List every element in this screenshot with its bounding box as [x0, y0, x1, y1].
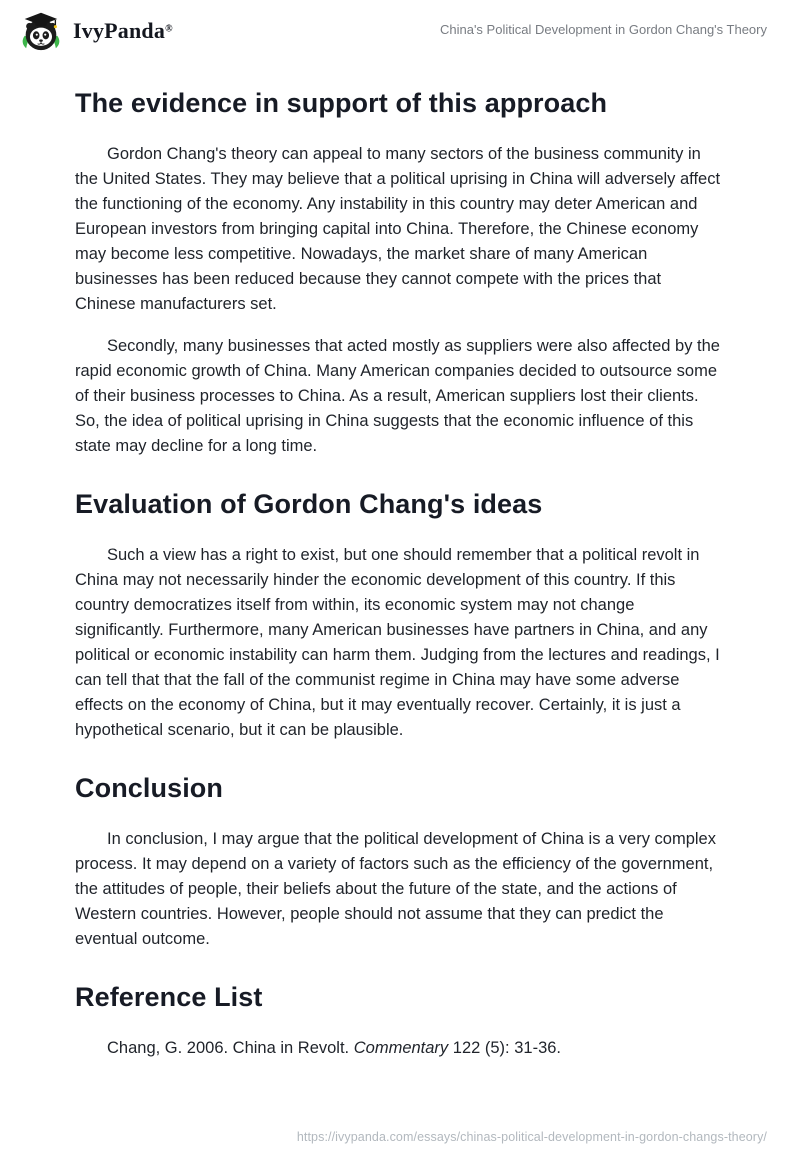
brand[interactable]	[18, 8, 173, 54]
reference-text-after: 122 (5): 31-36.	[448, 1039, 562, 1057]
registered-mark: ®	[165, 23, 173, 35]
reference-journal-name: Commentary	[353, 1039, 449, 1057]
essay-content	[0, 54, 800, 1061]
paragraph-evaluation: Such a view has a right to exist, but one should remember that a political revolt in China may not necessarily hinder the economic development of this country. If this country democratizes itself from within, its economic system may not change significantly. Furthermore, many American businesses have partners in China, and any political or economic instability can harm them. Judging from the lectures and readings, I can tell that that the fall of the communist regime in China may have some adverse effects on the economy of China, but it may eventually recover. Certainly, it is just a hypothetical scenario, but it can be plausible.	[75, 546, 720, 739]
paragraph-evidence-2: Secondly, many businesses that acted mostly as suppliers were also affected by the rapid economic growth of China. Many American companies decided to outsource some of their business processes to China. As a result, American suppliers lost their clients. So, the idea of political uprising in China suggests that the economic influence of this state may decline for a long time.	[75, 337, 720, 455]
heading-conclusion: Conclusion	[75, 773, 223, 803]
page-header	[0, 0, 800, 54]
document-title: China's Political Development in Gordon Chang's Theory	[439, 22, 767, 37]
heading-evidence: The evidence in support of this approach	[75, 88, 608, 118]
ivypanda-panda-graduate-icon	[18, 8, 64, 54]
heading-reference-list: Reference List	[75, 982, 263, 1012]
heading-evaluation: Evaluation of Gordon Chang's ideas	[75, 489, 543, 519]
paragraph-evidence-1: Gordon Chang's theory can appeal to many sectors of the business community in the United States. They may believe that a political uprising in China will adversely affect the functioning of the economy. Any instability in this country may deter American and European investors from bringing capital into China. Therefore, the Chinese economy may become less competitive. Nowadays, the market share of many American businesses has been reduced because they cannot compete with the prices that Chinese manufacturers set.	[75, 145, 721, 313]
reference-text-before: Chang, G. 2006. China in Revolt.	[107, 1039, 354, 1057]
brand-name-text: IvyPanda	[73, 18, 166, 43]
brand-name	[73, 18, 173, 44]
source-url[interactable]: https://ivypanda.com/essays/chinas-political-development-in-gordon-changs-theory/	[296, 1130, 767, 1144]
reference-entry	[75, 1036, 725, 1061]
paragraph-conclusion: In conclusion, I may argue that the political development of China is a very complex process. It may depend on a variety of factors such as the efficiency of the government, the attitudes of people, their beliefs about the future of the state, and the actions of Western countries. However, people should not assume that they can predict the eventual outcome.	[75, 830, 716, 948]
